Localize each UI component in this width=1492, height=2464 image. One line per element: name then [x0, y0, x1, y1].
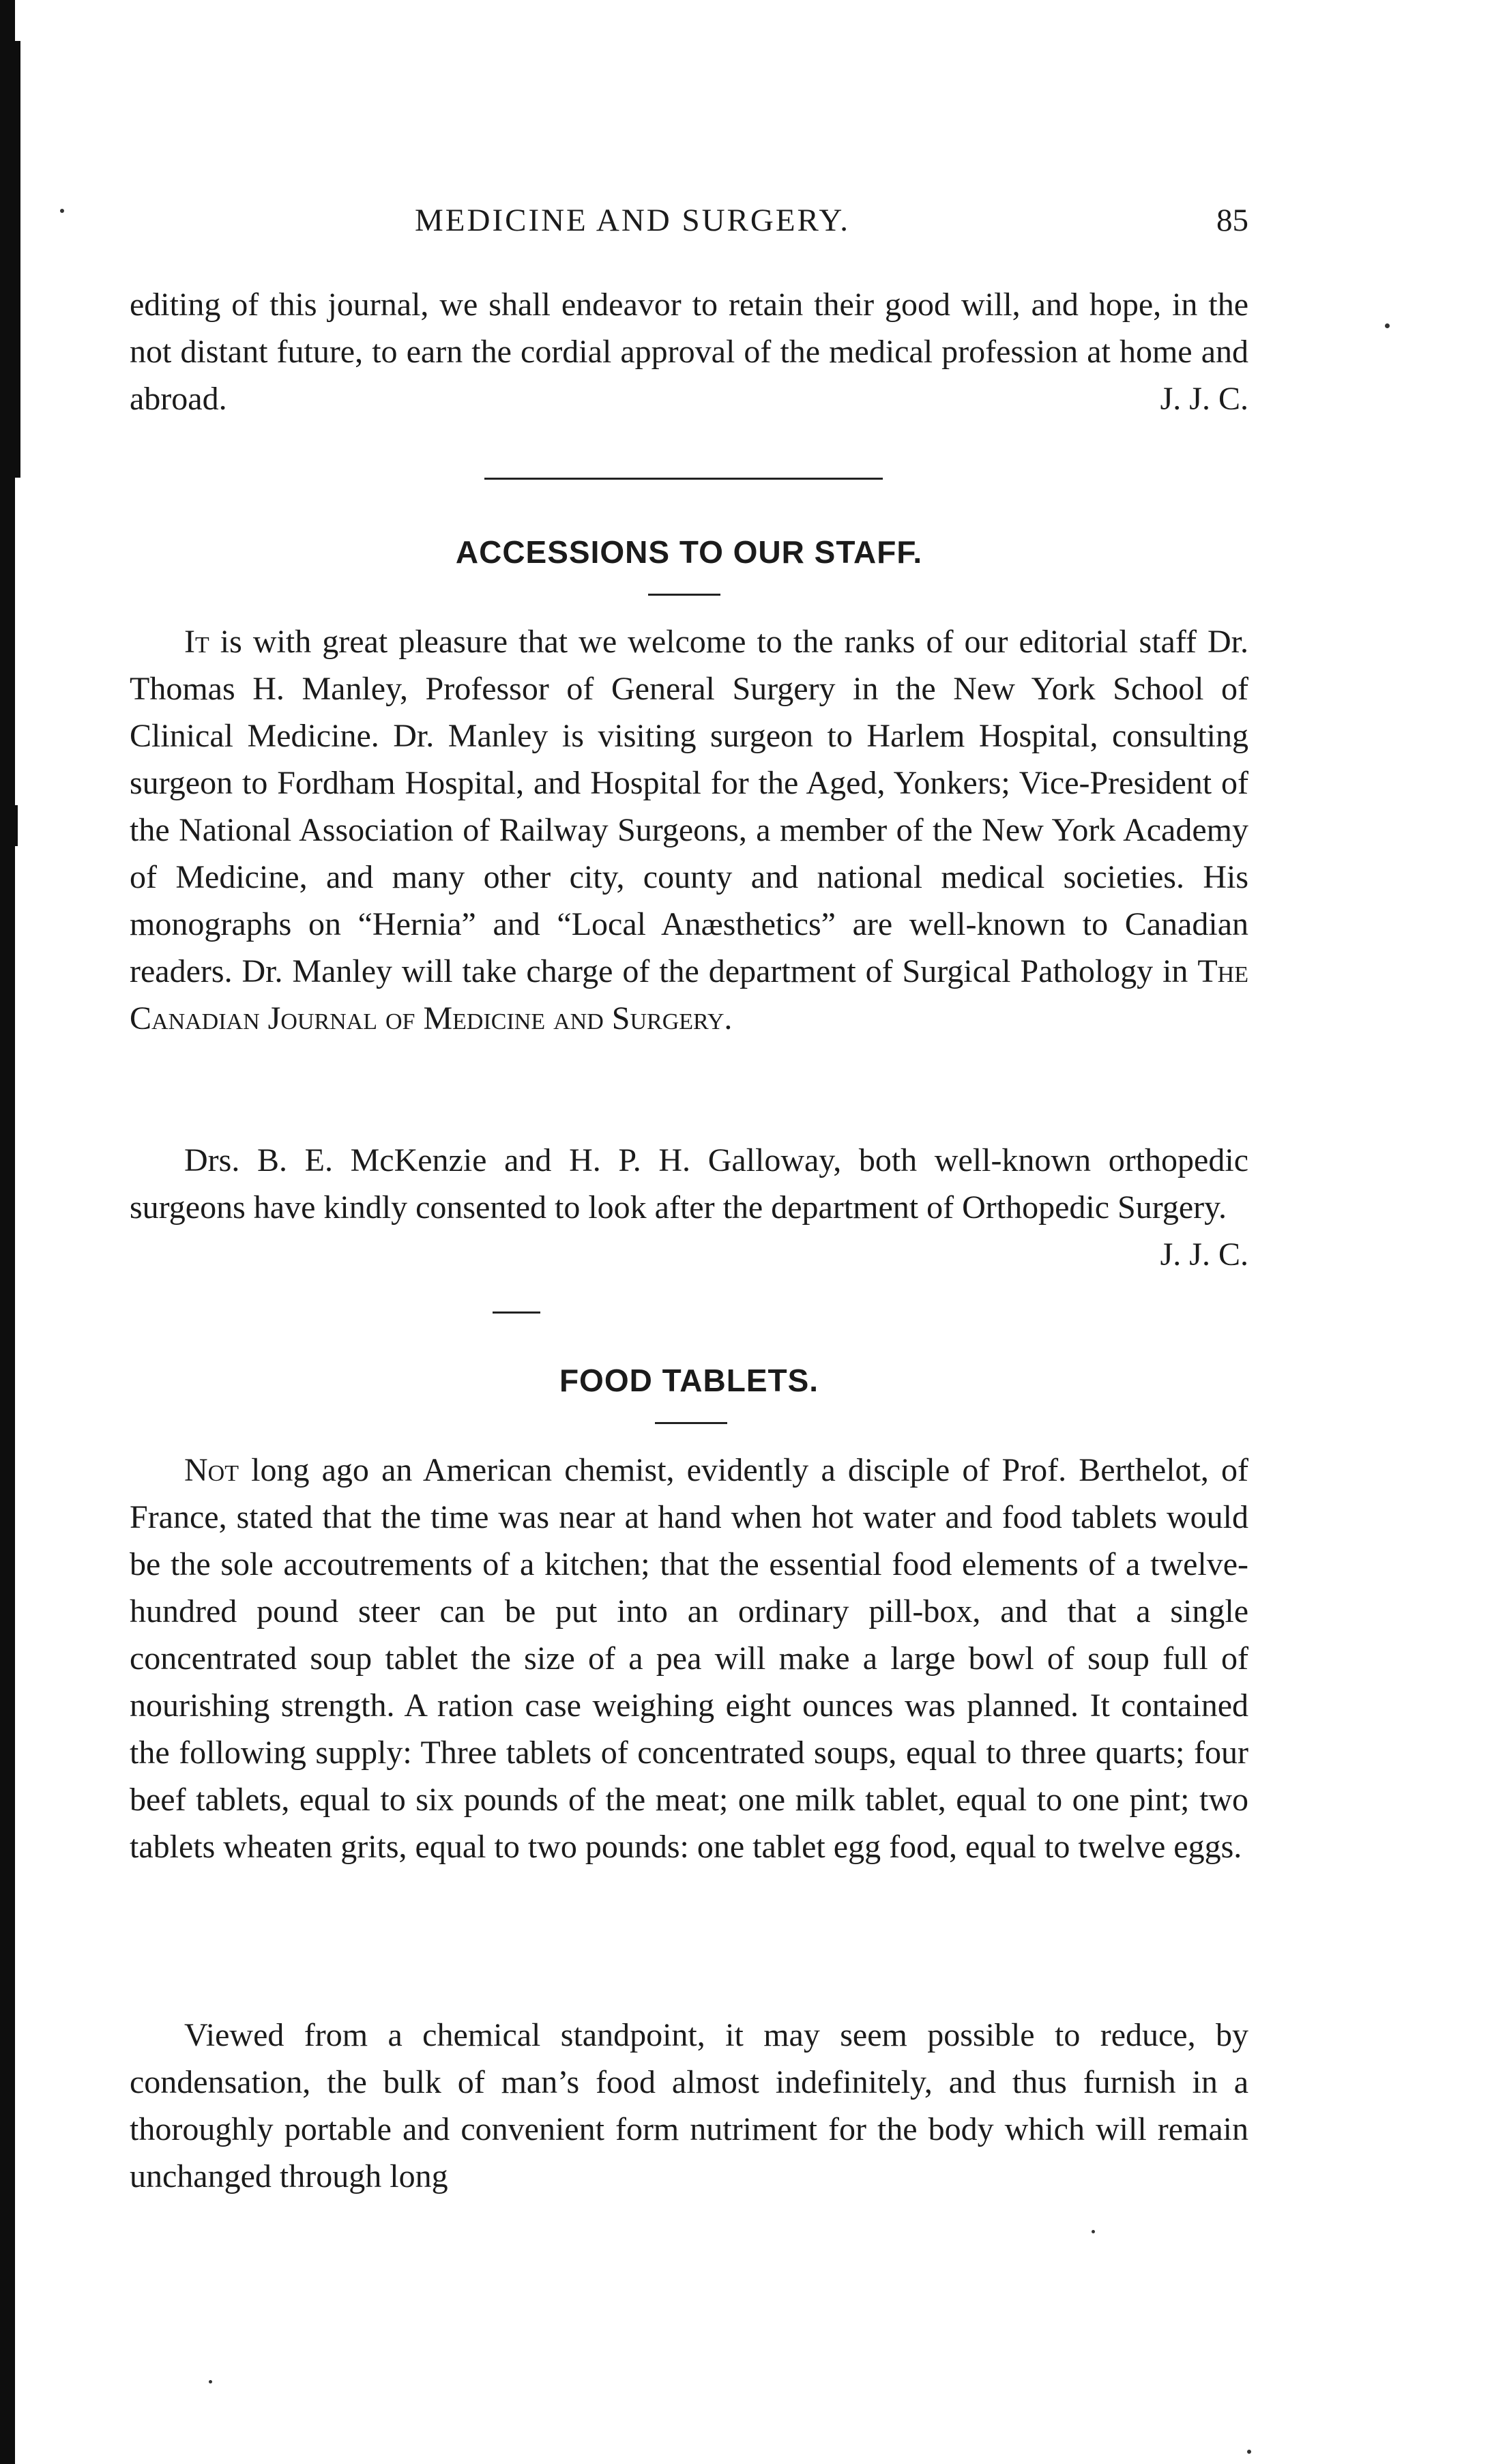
- intro-text: editing of this journal, we shall endeavor to retain their good will, and hope, in the not distant future, to earn the cordial approval of the medical profession at home and abroad.: [130, 287, 1248, 417]
- food-text: long ago an American chemist, evidently a disciple of Prof. Berthelot, of France, stated that the time was near at hand when hot water and food tablets would be the sole accoutrements of a kitchen; that the essential food elements of a twelve-hundred pound steer can be put into an ordinary pill-box, and that a single concentrated soup tablet the size of a pea will make a large bowl of soup full of nourishing strength. A ration case weighing eight ounces was planned. It contained the following supply: Three tablets of concentrated soups, equal to three quarts; four beef tablets, equal to six pounds of the meat; one milk tablet, equal to one pint; two tablets wheaten grits, equal to two pounds: one tablet egg food, equal to twelve eggs.: [130, 1452, 1248, 1865]
- scan-speck: [1385, 323, 1390, 328]
- running-head: MEDICINE AND SURGERY.: [415, 203, 850, 238]
- accessions-signature: J. J. C.: [1160, 1236, 1248, 1273]
- page-binding-shadow: [0, 41, 20, 478]
- page-header: [130, 202, 1248, 243]
- heading-underline: [648, 594, 720, 596]
- page-binding-mark: [0, 805, 18, 846]
- scan-speck: [209, 2380, 212, 2383]
- intro-signature: J. J. C.: [1160, 381, 1248, 417]
- accessions-heading: ACCESSIONS TO OUR STAFF.: [455, 534, 923, 570]
- food-paragraph-1: [130, 1447, 1248, 1870]
- accessions-paragraph-2: [130, 1137, 1248, 1278]
- section-divider: [493, 1311, 540, 1314]
- accessions-text-2: Drs. B. E. McKenzie and H. P. H. Galloway, both well-known orthopedic surgeons have kindly consented to look after the department of Orthopedic Surgery.: [130, 1142, 1248, 1226]
- page-number: 85: [1216, 203, 1248, 238]
- accessions-text: is with great pleasure that we welcome to the ranks of our editorial staff Dr. Thomas H. Manley, Professor of General Surgery in the New York School of Clinical Medicine. Dr. Manley is visiting surgeon to Harlem Hospital, consulting surgeon to Fordham Hospital, and Hospital for the Aged, Yonkers; Vice-President of the National Association of Railway Surgeons, a member of the New York Academy of Medicine, and many other city, county and national medical societies. His monographs on “Hernia” and “Local Anæsthetics” are well-known to Canadian readers. Dr. Manley will take charge of the department of Surgical Pathology in: [130, 624, 1248, 989]
- food-lead-word: Not: [184, 1452, 239, 1488]
- accessions-paragraph-1: [130, 618, 1248, 1042]
- journal-title: The Canadian Journal of Medicine and Surgery: [130, 953, 1248, 1037]
- heading-underline: [655, 1422, 727, 1424]
- scan-speck: [1247, 2450, 1251, 2454]
- food-paragraph-2: [130, 2012, 1248, 2200]
- food-text-2: Viewed from a chemical standpoint, it may seem possible to reduce, by condensation, the bulk of man’s food almost indefinitely, and thus furnish in a thoroughly portable and convenient form nutriment for the body which will remain unchanged through long: [130, 2017, 1248, 2194]
- accessions-lead-word: It: [184, 624, 209, 660]
- accessions-text-end: .: [724, 1000, 733, 1037]
- scan-speck: [60, 209, 64, 213]
- section-divider: [484, 478, 883, 480]
- scan-speck: [1092, 2230, 1095, 2233]
- food-heading: FOOD TABLETS.: [559, 1363, 819, 1398]
- intro-paragraph: [130, 281, 1248, 422]
